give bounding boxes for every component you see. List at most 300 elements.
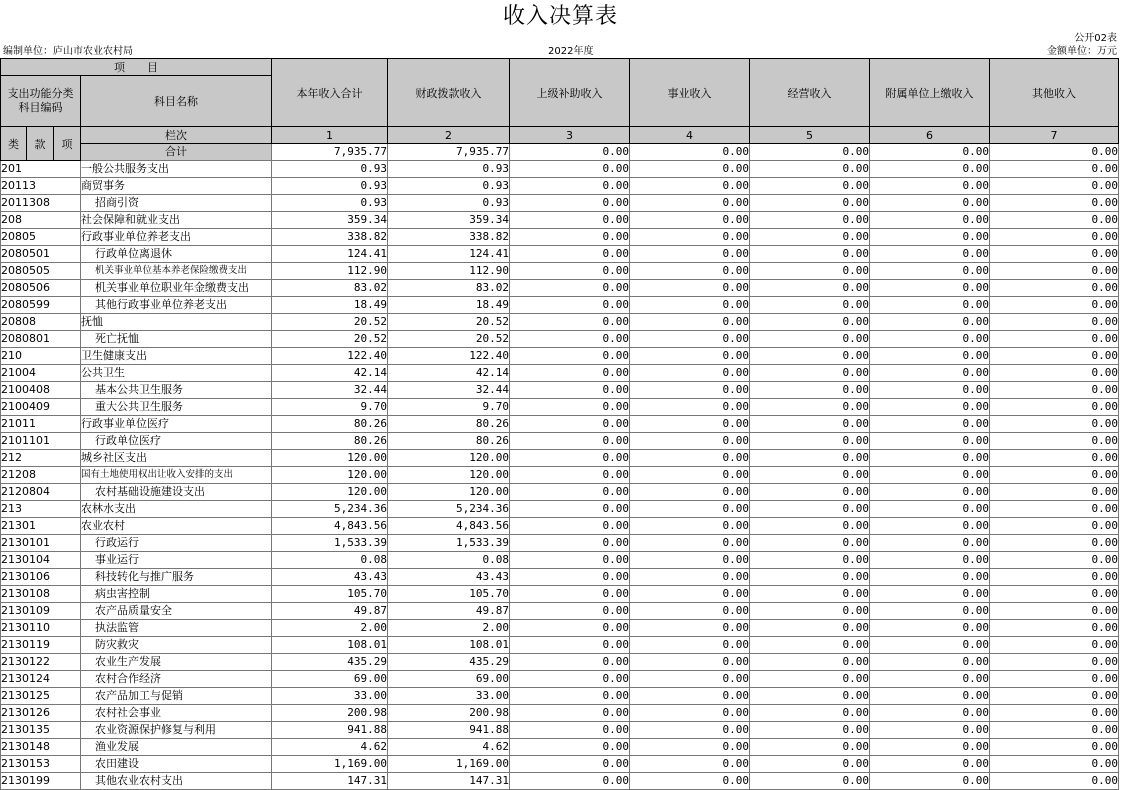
table-row — [1, 654, 1119, 671]
row-value: 0.93 — [272, 178, 388, 195]
row-name: 其他行政事业单位养老支出 — [81, 297, 272, 314]
table-row — [1, 603, 1119, 620]
total-label: 合计 — [81, 144, 272, 161]
row-value: 9.70 — [388, 399, 510, 416]
row-value: 120.00 — [388, 484, 510, 501]
row-value: 0.00 — [510, 229, 630, 246]
row-name: 国有土地使用权出让收入安排的支出 — [81, 467, 272, 484]
row-value: 0.00 — [630, 246, 750, 263]
row-value: 1,169.00 — [272, 756, 388, 773]
table-row — [1, 382, 1119, 399]
row-value: 0.00 — [750, 229, 870, 246]
row-value: 0.00 — [990, 552, 1119, 569]
row-value: 359.34 — [272, 212, 388, 229]
row-value: 0.00 — [870, 314, 990, 331]
row-value: 80.26 — [272, 416, 388, 433]
row-name: 农产品质量安全 — [81, 603, 272, 620]
row-value: 0.00 — [990, 637, 1119, 654]
row-value: 0.00 — [750, 773, 870, 790]
row-value: 435.29 — [272, 654, 388, 671]
row-value: 20.52 — [388, 331, 510, 348]
row-value: 0.00 — [510, 603, 630, 620]
table-row — [1, 331, 1119, 348]
row-value: 0.00 — [630, 773, 750, 790]
total-value: 0.00 — [750, 144, 870, 161]
row-value: 5,234.36 — [388, 501, 510, 518]
row-value: 0.00 — [990, 399, 1119, 416]
row-name: 农村基础设施建设支出 — [81, 484, 272, 501]
row-code: 2080801 — [1, 331, 81, 348]
row-value: 0.00 — [510, 348, 630, 365]
row-value: 0.00 — [750, 501, 870, 518]
row-value: 0.00 — [870, 637, 990, 654]
row-value: 0.00 — [630, 722, 750, 739]
row-code: 20805 — [1, 229, 81, 246]
col-num-5: 5 — [750, 127, 870, 144]
row-value: 0.00 — [510, 688, 630, 705]
row-value: 42.14 — [272, 365, 388, 382]
row-name: 农业农村 — [81, 518, 272, 535]
table-row — [1, 195, 1119, 212]
row-value: 0.00 — [870, 416, 990, 433]
row-value: 0.00 — [990, 501, 1119, 518]
row-value: 0.00 — [630, 756, 750, 773]
row-value: 0.00 — [630, 620, 750, 637]
row-value: 2.00 — [272, 620, 388, 637]
row-name: 农林水支出 — [81, 501, 272, 518]
row-name: 城乡社区支出 — [81, 450, 272, 467]
row-value: 0.00 — [870, 348, 990, 365]
row-value: 0.00 — [990, 705, 1119, 722]
row-code: 2080506 — [1, 280, 81, 297]
row-value: 0.00 — [630, 467, 750, 484]
row-value: 0.00 — [630, 399, 750, 416]
row-value: 0.00 — [630, 484, 750, 501]
row-value: 0.00 — [990, 620, 1119, 637]
row-value: 122.40 — [388, 348, 510, 365]
row-value: 0.00 — [750, 246, 870, 263]
row-code: 2080501 — [1, 246, 81, 263]
row-value: 0.00 — [510, 705, 630, 722]
row-value: 0.00 — [870, 161, 990, 178]
row-value: 0.00 — [750, 688, 870, 705]
row-value: 0.00 — [750, 603, 870, 620]
row-name: 招商引资 — [81, 195, 272, 212]
row-name: 行政单位离退休 — [81, 246, 272, 263]
row-value: 0.00 — [990, 586, 1119, 603]
header-name: 科目名称 — [81, 76, 272, 127]
total-value: 0.00 — [870, 144, 990, 161]
row-value: 147.31 — [272, 773, 388, 790]
row-value: 0.93 — [388, 178, 510, 195]
income-statement-table — [0, 58, 1119, 790]
row-code: 2130108 — [1, 586, 81, 603]
row-value: 0.00 — [870, 654, 990, 671]
row-value: 0.00 — [870, 212, 990, 229]
row-code: 2080599 — [1, 297, 81, 314]
row-value: 4.62 — [388, 739, 510, 756]
row-value: 0.00 — [510, 280, 630, 297]
row-value: 0.00 — [750, 722, 870, 739]
row-value: 0.00 — [990, 297, 1119, 314]
row-value: 0.00 — [990, 178, 1119, 195]
row-value: 1,533.39 — [272, 535, 388, 552]
row-value: 124.41 — [272, 246, 388, 263]
row-value: 0.00 — [630, 501, 750, 518]
row-code: 2120804 — [1, 484, 81, 501]
row-value: 147.31 — [388, 773, 510, 790]
row-value: 0.08 — [388, 552, 510, 569]
table-row — [1, 739, 1119, 756]
row-value: 2.00 — [388, 620, 510, 637]
table-header — [1, 59, 1119, 161]
row-code: 201 — [1, 161, 81, 178]
row-value: 0.00 — [630, 365, 750, 382]
row-code: 2130110 — [1, 620, 81, 637]
row-value: 0.93 — [388, 161, 510, 178]
row-value: 0.00 — [510, 739, 630, 756]
row-value: 359.34 — [388, 212, 510, 229]
row-value: 0.00 — [750, 161, 870, 178]
row-value: 0.00 — [870, 178, 990, 195]
row-value: 0.00 — [750, 484, 870, 501]
row-value: 0.00 — [870, 603, 990, 620]
row-value: 1,533.39 — [388, 535, 510, 552]
row-value: 0.00 — [510, 263, 630, 280]
table-row — [1, 501, 1119, 518]
row-value: 0.00 — [870, 297, 990, 314]
row-code: 2100409 — [1, 399, 81, 416]
row-name: 行政运行 — [81, 535, 272, 552]
row-code: 2130104 — [1, 552, 81, 569]
row-value: 0.00 — [990, 229, 1119, 246]
header-col-4: 事业收入 — [630, 59, 750, 127]
row-value: 0.00 — [870, 688, 990, 705]
row-value: 0.00 — [870, 280, 990, 297]
row-value: 0.00 — [990, 348, 1119, 365]
row-value: 0.00 — [630, 280, 750, 297]
row-value: 49.87 — [272, 603, 388, 620]
row-code: 21004 — [1, 365, 81, 382]
row-value: 0.00 — [510, 518, 630, 535]
row-code: 2101101 — [1, 433, 81, 450]
row-name: 其他农业农村支出 — [81, 773, 272, 790]
header-col-2: 财政拨款收入 — [388, 59, 510, 127]
row-value: 0.00 — [630, 586, 750, 603]
row-value: 338.82 — [272, 229, 388, 246]
row-value: 0.00 — [750, 739, 870, 756]
row-value: 0.00 — [510, 484, 630, 501]
row-name: 执法监管 — [81, 620, 272, 637]
row-value: 200.98 — [388, 705, 510, 722]
row-value: 0.00 — [750, 297, 870, 314]
row-value: 200.98 — [272, 705, 388, 722]
row-name: 农业生产发展 — [81, 654, 272, 671]
row-value: 0.00 — [630, 263, 750, 280]
table-row — [1, 416, 1119, 433]
table-row — [1, 688, 1119, 705]
row-value: 0.00 — [870, 195, 990, 212]
row-value: 0.00 — [990, 671, 1119, 688]
table-row — [1, 280, 1119, 297]
table-row — [1, 263, 1119, 280]
row-value: 0.00 — [510, 365, 630, 382]
row-value: 0.00 — [750, 518, 870, 535]
table-row — [1, 399, 1119, 416]
row-value: 0.00 — [990, 433, 1119, 450]
row-value: 0.00 — [510, 161, 630, 178]
table-row — [1, 705, 1119, 722]
row-value: 0.00 — [630, 416, 750, 433]
row-value: 69.00 — [388, 671, 510, 688]
row-value: 0.00 — [630, 331, 750, 348]
row-value: 80.26 — [388, 416, 510, 433]
row-value: 0.00 — [510, 433, 630, 450]
row-name: 农村合作经济 — [81, 671, 272, 688]
table-body — [1, 161, 1119, 790]
row-code: 2130109 — [1, 603, 81, 620]
row-value: 4,843.56 — [272, 518, 388, 535]
header-project: 项 目 — [1, 59, 272, 76]
row-value: 83.02 — [272, 280, 388, 297]
row-value: 0.00 — [750, 620, 870, 637]
row-code: 2011308 — [1, 195, 81, 212]
row-value: 0.00 — [630, 195, 750, 212]
row-value: 0.00 — [870, 467, 990, 484]
row-value: 120.00 — [388, 467, 510, 484]
row-code: 212 — [1, 450, 81, 467]
row-name: 机关事业单位职业年金缴费支出 — [81, 280, 272, 297]
row-value: 0.00 — [750, 331, 870, 348]
col-num-1: 1 — [272, 127, 388, 144]
row-code: 2130124 — [1, 671, 81, 688]
row-name: 渔业发展 — [81, 739, 272, 756]
row-value: 0.00 — [630, 229, 750, 246]
row-value: 120.00 — [272, 467, 388, 484]
row-value: 120.00 — [272, 450, 388, 467]
table-row — [1, 246, 1119, 263]
row-value: 0.00 — [990, 314, 1119, 331]
row-value: 0.00 — [630, 705, 750, 722]
row-code: 2130119 — [1, 637, 81, 654]
row-value: 0.00 — [750, 212, 870, 229]
row-value: 0.00 — [750, 756, 870, 773]
row-value: 0.00 — [510, 246, 630, 263]
row-code: 2130199 — [1, 773, 81, 790]
row-value: 18.49 — [272, 297, 388, 314]
row-value: 105.70 — [388, 586, 510, 603]
row-value: 0.00 — [870, 450, 990, 467]
row-value: 0.00 — [870, 773, 990, 790]
row-value: 0.00 — [510, 773, 630, 790]
row-name: 行政事业单位养老支出 — [81, 229, 272, 246]
row-value: 0.00 — [870, 246, 990, 263]
header-xiang: 项 — [54, 127, 81, 161]
row-value: 0.00 — [750, 178, 870, 195]
row-value: 0.00 — [630, 552, 750, 569]
header-col-5: 经营收入 — [750, 59, 870, 127]
row-value: 0.00 — [870, 399, 990, 416]
row-value: 83.02 — [388, 280, 510, 297]
row-value: 0.00 — [510, 756, 630, 773]
row-value: 0.00 — [510, 195, 630, 212]
row-value: 338.82 — [388, 229, 510, 246]
row-value: 0.00 — [990, 688, 1119, 705]
row-value: 0.00 — [990, 722, 1119, 739]
row-value: 0.00 — [750, 671, 870, 688]
row-value: 0.00 — [510, 722, 630, 739]
row-value: 0.00 — [990, 416, 1119, 433]
row-value: 0.00 — [990, 518, 1119, 535]
table-row — [1, 365, 1119, 382]
row-value: 0.00 — [990, 263, 1119, 280]
row-value: 0.00 — [630, 518, 750, 535]
row-value: 49.87 — [388, 603, 510, 620]
table-row — [1, 552, 1119, 569]
row-code: 20808 — [1, 314, 81, 331]
row-value: 0.00 — [630, 654, 750, 671]
amount-unit: 金额单位：万元 — [1047, 46, 1117, 57]
header-col-1: 本年收入合计 — [272, 59, 388, 127]
row-value: 120.00 — [272, 484, 388, 501]
row-value: 20.52 — [388, 314, 510, 331]
row-name: 农村社会事业 — [81, 705, 272, 722]
row-value: 0.00 — [870, 484, 990, 501]
row-value: 0.00 — [870, 620, 990, 637]
row-name: 一般公共服务支出 — [81, 161, 272, 178]
row-name: 公共卫生 — [81, 365, 272, 382]
table-row — [1, 467, 1119, 484]
col-num-4: 4 — [630, 127, 750, 144]
row-value: 0.00 — [990, 467, 1119, 484]
row-value: 0.00 — [750, 705, 870, 722]
row-value: 0.00 — [990, 756, 1119, 773]
row-value: 5,234.36 — [272, 501, 388, 518]
row-value: 0.00 — [870, 365, 990, 382]
row-name: 死亡抚恤 — [81, 331, 272, 348]
row-value: 0.00 — [990, 212, 1119, 229]
row-value: 941.88 — [272, 722, 388, 739]
row-value: 4.62 — [272, 739, 388, 756]
header-col-3: 上级补助收入 — [510, 59, 630, 127]
table-row — [1, 569, 1119, 586]
row-name: 行政事业单位医疗 — [81, 416, 272, 433]
row-value: 0.08 — [272, 552, 388, 569]
row-value: 0.00 — [630, 569, 750, 586]
table-row — [1, 161, 1119, 178]
header-lei: 类 — [1, 127, 27, 161]
table-row — [1, 620, 1119, 637]
total-value: 7,935.77 — [388, 144, 510, 161]
row-value: 0.00 — [750, 552, 870, 569]
form-number: 公开02表 — [1074, 33, 1117, 44]
row-value: 0.00 — [750, 382, 870, 399]
row-name: 行政单位医疗 — [81, 433, 272, 450]
col-num-6: 6 — [870, 127, 990, 144]
header-col-7: 其他收入 — [990, 59, 1119, 127]
row-value: 0.00 — [750, 314, 870, 331]
row-value: 0.00 — [750, 399, 870, 416]
row-value: 0.00 — [990, 535, 1119, 552]
row-value: 0.00 — [870, 569, 990, 586]
row-value: 0.00 — [510, 399, 630, 416]
row-value: 108.01 — [272, 637, 388, 654]
report-title: 收入决算表 — [502, 4, 618, 29]
row-value: 0.00 — [990, 382, 1119, 399]
row-value: 0.00 — [990, 773, 1119, 790]
row-value: 0.00 — [630, 314, 750, 331]
row-value: 0.00 — [750, 586, 870, 603]
row-value: 0.00 — [630, 161, 750, 178]
row-code: 20113 — [1, 178, 81, 195]
row-value: 0.00 — [990, 450, 1119, 467]
table-row — [1, 773, 1119, 790]
row-value: 0.00 — [510, 535, 630, 552]
row-value: 0.00 — [750, 535, 870, 552]
row-value: 0.00 — [990, 484, 1119, 501]
row-value: 33.00 — [272, 688, 388, 705]
row-name: 防灾救灾 — [81, 637, 272, 654]
row-code: 21301 — [1, 518, 81, 535]
row-value: 122.40 — [272, 348, 388, 365]
table-row — [1, 178, 1119, 195]
header-kuan: 款 — [27, 127, 54, 161]
header-code-group: 支出功能分类 科目编码 — [1, 76, 81, 127]
row-value: 0.00 — [990, 195, 1119, 212]
row-value: 0.00 — [630, 178, 750, 195]
row-code: 2130125 — [1, 688, 81, 705]
row-value: 0.00 — [870, 535, 990, 552]
row-value: 0.00 — [750, 654, 870, 671]
table-row — [1, 671, 1119, 688]
row-code: 2080505 — [1, 263, 81, 280]
row-value: 0.00 — [870, 501, 990, 518]
row-value: 18.49 — [388, 297, 510, 314]
row-value: 0.00 — [510, 416, 630, 433]
row-value: 0.00 — [510, 501, 630, 518]
table-row — [1, 637, 1119, 654]
row-value: 0.00 — [750, 416, 870, 433]
row-code: 21011 — [1, 416, 81, 433]
table-row — [1, 433, 1119, 450]
table-row — [1, 297, 1119, 314]
row-name: 抚恤 — [81, 314, 272, 331]
row-value: 0.00 — [990, 569, 1119, 586]
row-value: 0.00 — [510, 569, 630, 586]
row-value: 0.00 — [870, 229, 990, 246]
row-value: 0.00 — [630, 348, 750, 365]
row-value: 0.00 — [870, 739, 990, 756]
table-row — [1, 756, 1119, 773]
row-value: 0.00 — [990, 739, 1119, 756]
row-code: 208 — [1, 212, 81, 229]
row-name: 基本公共卫生服务 — [81, 382, 272, 399]
row-value: 0.00 — [990, 654, 1119, 671]
table-row — [1, 535, 1119, 552]
row-value: 0.00 — [510, 637, 630, 654]
row-name: 科技转化与推广服务 — [81, 569, 272, 586]
row-name: 农业资源保护修复与利用 — [81, 722, 272, 739]
col-num-7: 7 — [990, 127, 1119, 144]
row-value: 0.00 — [510, 671, 630, 688]
row-value: 0.00 — [510, 586, 630, 603]
row-value: 120.00 — [388, 450, 510, 467]
table-row — [1, 212, 1119, 229]
row-value: 0.00 — [750, 569, 870, 586]
row-value: 0.00 — [750, 637, 870, 654]
row-value: 112.90 — [272, 263, 388, 280]
row-value: 33.00 — [388, 688, 510, 705]
